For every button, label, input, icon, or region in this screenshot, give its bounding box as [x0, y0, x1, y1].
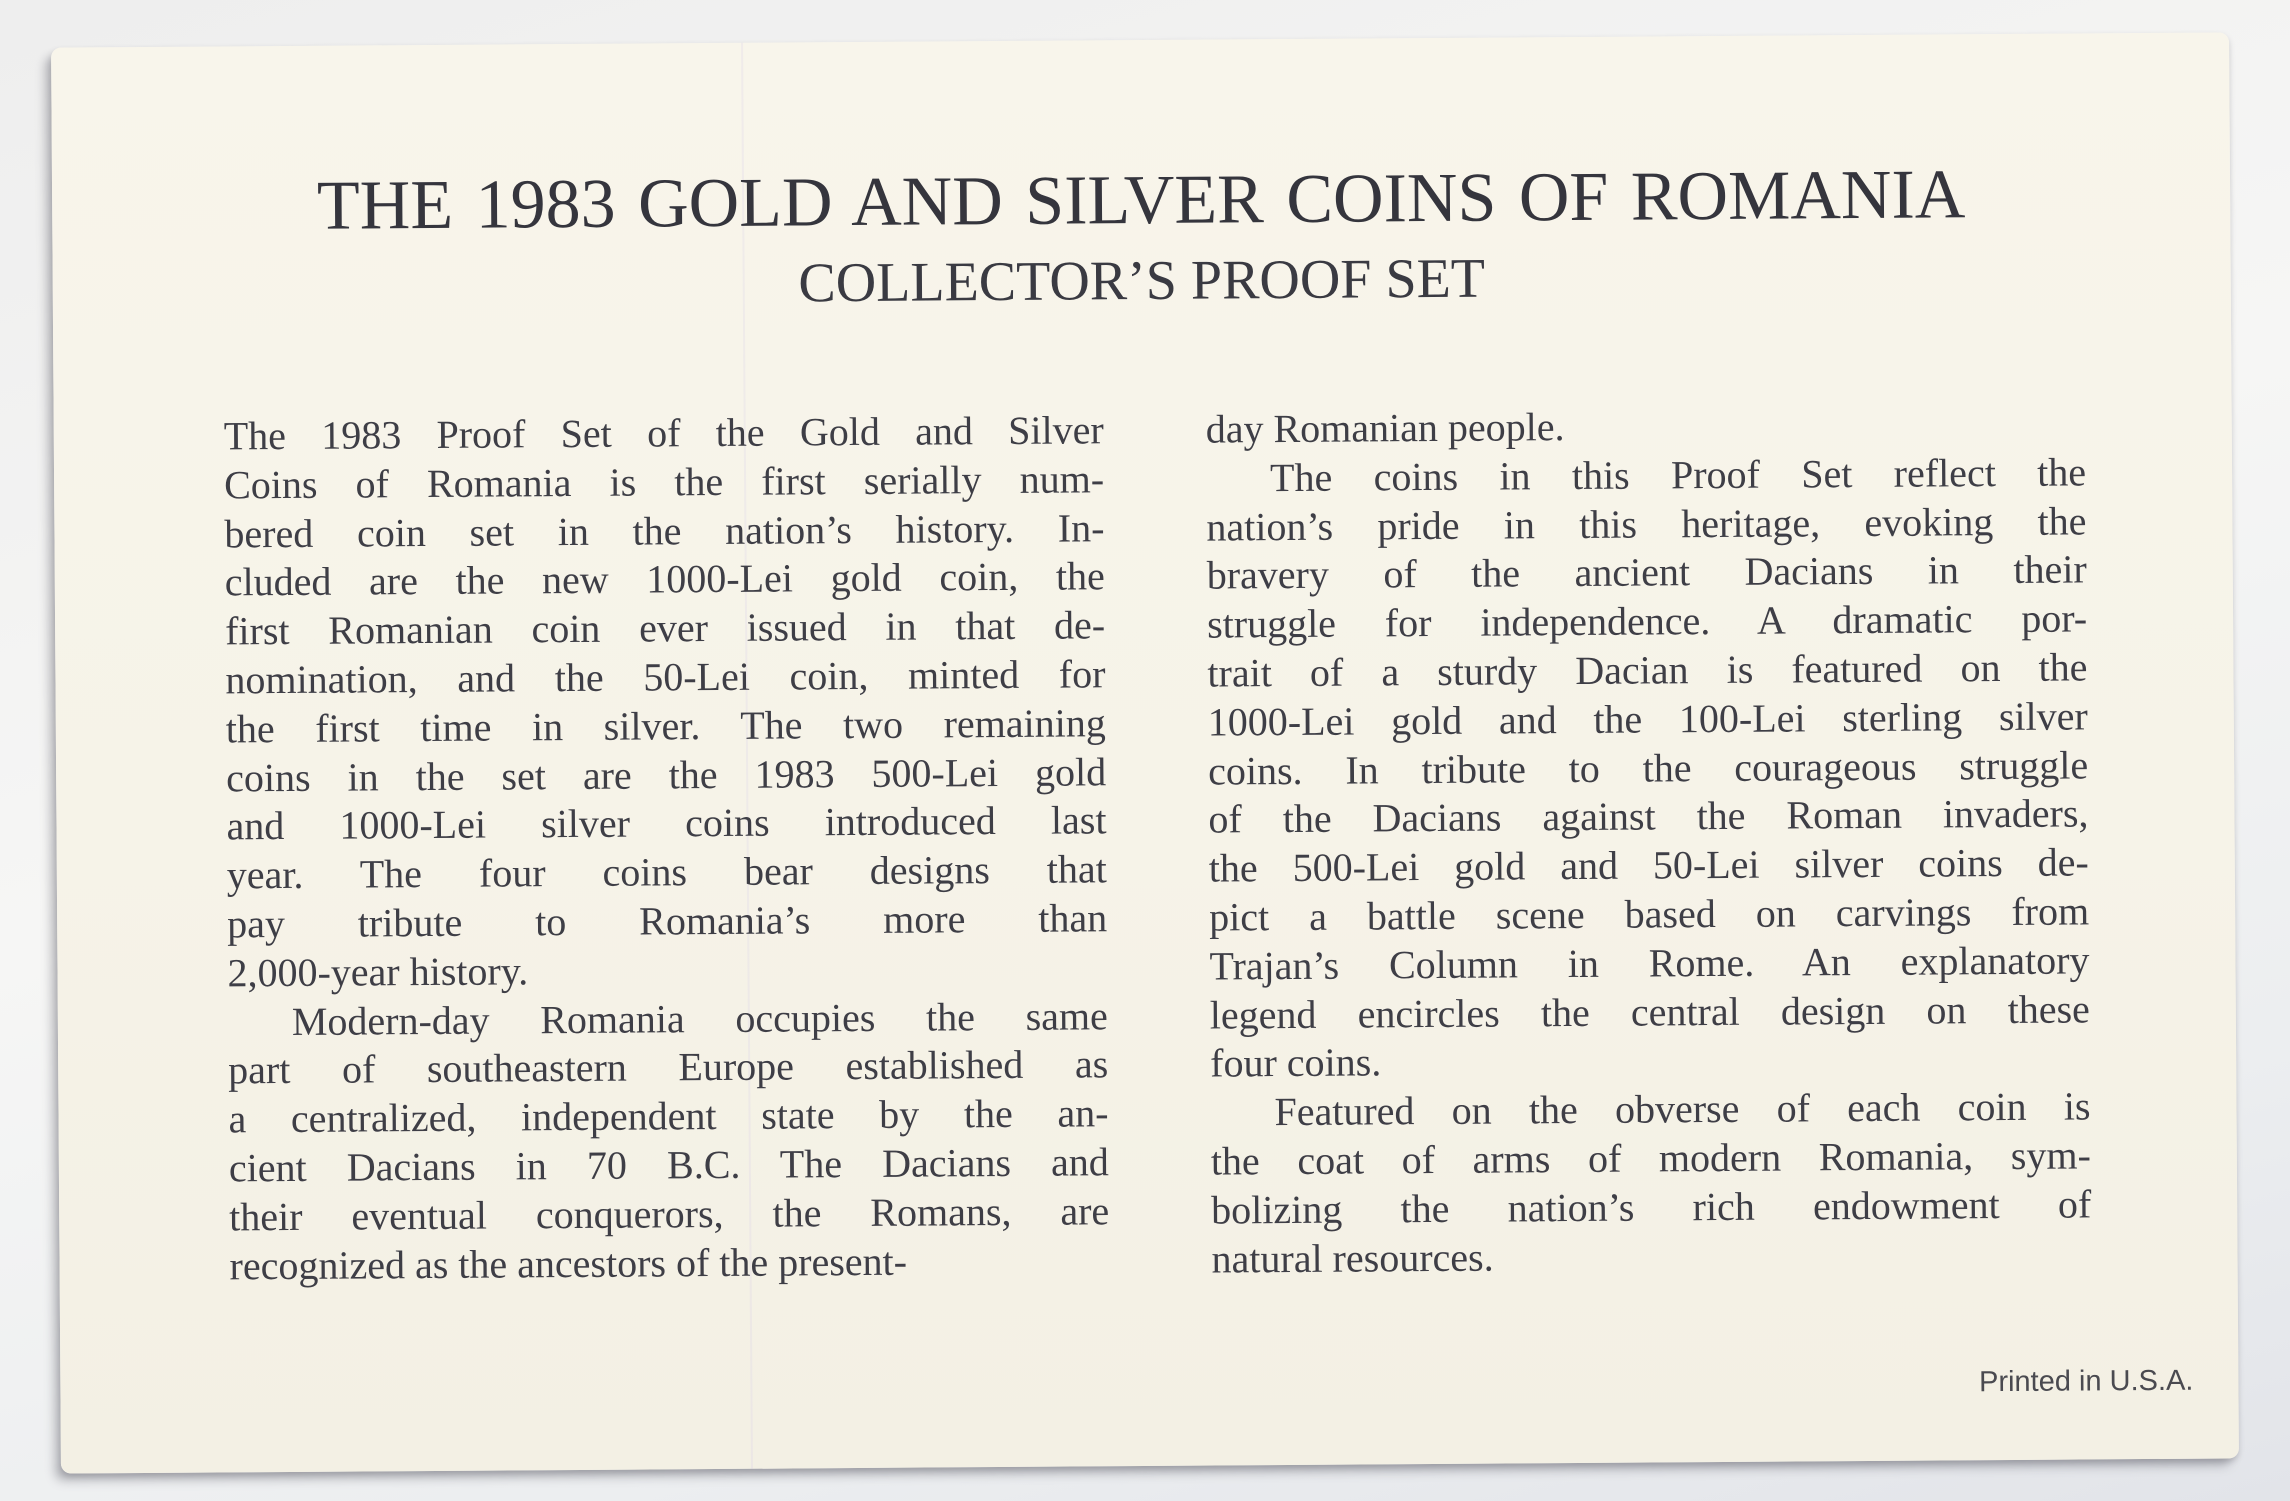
body-line: nation’s pride in this heritage, evoking the [1206, 498, 2087, 550]
body-line: Trajan’s Column in Rome. An explanatory [1209, 937, 2090, 989]
body-line: The coins in this Proof Set reflect the [1269, 449, 2087, 500]
card-title: THE 1983 GOLD AND SILVER COINS OF ROMANIA [316, 156, 1966, 245]
body-line: bered coin set in the nation’s history. In- [224, 504, 1105, 557]
card-subtitle: COLLECTOR’S PROOF SET [798, 247, 1486, 315]
body-line: pay tribute to Romania’s more than [227, 895, 1108, 947]
body-line: cient Dacians in 70 B.C. The Dacians and [228, 1139, 1110, 1191]
body-line: Modern-day Romania occupies the same [291, 992, 1108, 1044]
body-line: bolizing the nation’s rich endowment of [1211, 1181, 2092, 1233]
body-column-left [224, 406, 1110, 1290]
body-line: pict a battle scene based on carvings from [1208, 888, 2090, 940]
printed-in-label: Printed in U.S.A. [1978, 1364, 2194, 1399]
body-line: nomination, and the 50-Lei coin, minted for [225, 651, 1106, 703]
body-line: 2,000-year history. [227, 948, 529, 996]
body-line: part of southeastern Europe established as [228, 1041, 1109, 1093]
body-columns [223, 400, 2092, 1288]
body-line: coins. In tribute to the courageous struggle [1207, 741, 2089, 794]
body-line: The 1983 Proof Set of the Gold and Silver [223, 407, 1104, 459]
body-line: bravery of the ancient Dacians in their [1206, 546, 2087, 598]
body-line: Featured on the obverse of each coin is [1274, 1083, 2091, 1135]
body-line: trait of a sturdy Dacian is featured on the [1207, 644, 2088, 696]
body-line: year. The four coins bear designs that [226, 846, 1107, 898]
body-line: of the Dacians against the Roman invaders, [1208, 790, 2089, 842]
body-line: struggle for independence. A dramatic por- [1206, 595, 2088, 647]
body-line: day Romanian people. [1205, 404, 1565, 452]
body-line: 1000-Lei gold and the 100-Lei sterling silver [1207, 693, 2088, 745]
body-line: natural resources. [1211, 1234, 1494, 1282]
body-line: four coins. [1210, 1039, 1382, 1086]
body-line: and 1000-Lei silver coins introduced last [226, 797, 1107, 849]
body-line: the 500-Lei gold and 50-Lei silver coins de- [1208, 839, 2089, 891]
body-line: legend encircles the central design on these [1209, 985, 2090, 1038]
body-line: first Romanian coin ever issued in that de- [224, 602, 1106, 654]
body-line: their eventual conquerors, the Romans, are [229, 1188, 1110, 1240]
body-line: Coins of Romania is the first serially num- [223, 456, 1105, 508]
body-column-right [1206, 399, 2092, 1283]
body-line: a centralized, independent state by the an- [228, 1090, 1109, 1142]
body-line: recognized as the ancestors of the present- [229, 1238, 908, 1288]
body-line: cluded are the new 1000-Lei gold coin, the [224, 553, 1105, 605]
proof-set-card [51, 32, 2239, 1473]
body-line: the first time in silver. The two remaining [225, 700, 1106, 752]
body-line: coins in the set are the 1983 500-Lei gold [225, 748, 1107, 800]
body-line: the coat of arms of modern Romania, sym- [1210, 1132, 2091, 1184]
